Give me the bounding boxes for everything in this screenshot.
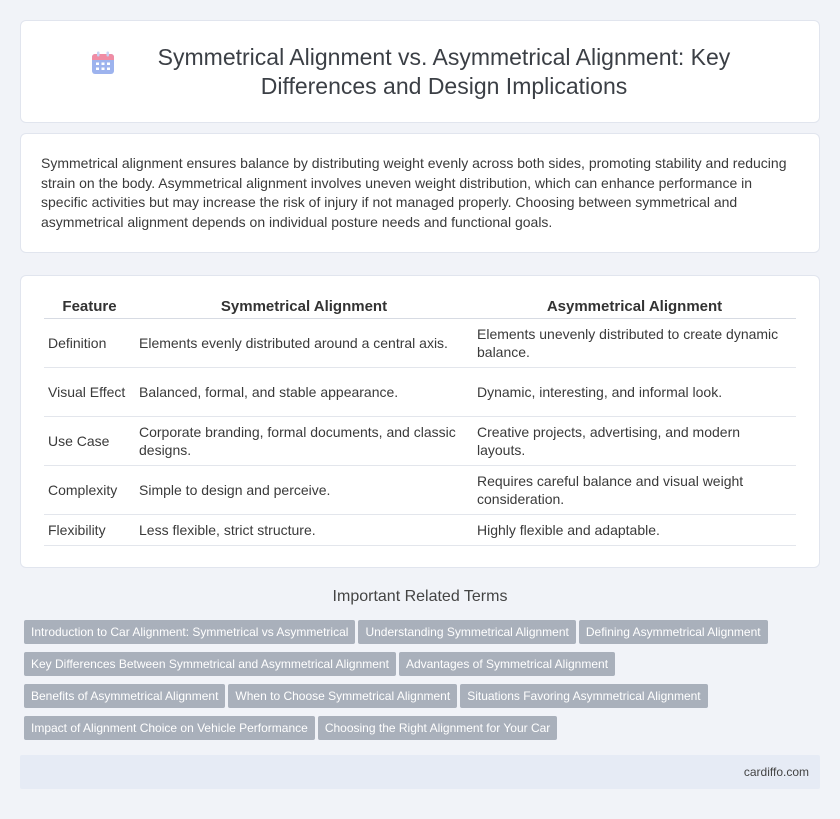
table-cell-asymmetrical: Requires careful balance and visual weight consideration. <box>473 466 796 515</box>
related-term-tag[interactable]: Introduction to Car Alignment: Symmetrical vs Asymmetrical <box>24 620 355 644</box>
related-term-tag[interactable]: Choosing the Right Alignment for Your Car <box>318 716 557 740</box>
related-term-tag[interactable]: Understanding Symmetrical Alignment <box>358 620 575 644</box>
table-row <box>44 466 796 515</box>
page-title: Symmetrical Alignment vs. Asymmetrical Alignment: Key Differences and Design Implications <box>157 43 731 99</box>
table-row <box>44 417 796 466</box>
comparison-table <box>44 293 796 546</box>
table-cell-feature: Use Case <box>44 417 135 466</box>
related-terms-list <box>24 620 824 748</box>
table-cell-symmetrical: Balanced, formal, and stable appearance. <box>135 368 473 417</box>
table-cell-feature: Flexibility <box>44 515 135 546</box>
table-cell-feature: Complexity <box>44 466 135 515</box>
table-row <box>44 319 796 368</box>
related-term-tag[interactable]: Situations Favoring Asymmetrical Alignment <box>460 684 707 708</box>
column-header-symmetrical: Symmetrical Alignment <box>135 293 473 319</box>
table-cell-symmetrical: Less flexible, strict structure. <box>135 515 473 546</box>
table-cell-symmetrical: Simple to design and perceive. <box>135 466 473 515</box>
summary-text: Symmetrical alignment ensures balance by distributing weight evenly across both sides, promoting stability and reducing strain on the body. Asymmetrical alignment involves uneven weight distribution, which can enhance performance in specific activities but may increase the risk of injury if not managed properly. Choosing between symmetrical and asymmetrical alignment depends on individual posture needs and functional goals. <box>41 155 787 230</box>
summary-card <box>20 133 820 253</box>
table-row <box>44 515 796 546</box>
related-term-tag[interactable]: Benefits of Asymmetrical Alignment <box>24 684 225 708</box>
title-card <box>20 20 820 123</box>
table-cell-asymmetrical: Highly flexible and adaptable. <box>473 515 796 546</box>
footer-site-link[interactable]: cardiffo.com <box>743 765 809 779</box>
related-term-tag[interactable]: Defining Asymmetrical Alignment <box>579 620 768 644</box>
related-terms-heading: Important Related Terms <box>332 588 508 605</box>
table-cell-feature: Visual Effect <box>44 368 135 417</box>
table-cell-symmetrical: Elements evenly distributed around a central axis. <box>135 319 473 368</box>
column-header-feature: Feature <box>44 293 135 319</box>
related-term-tag[interactable]: Impact of Alignment Choice on Vehicle Performance <box>24 716 315 740</box>
related-term-tag[interactable]: Key Differences Between Symmetrical and Asymmetrical Alignment <box>24 652 396 676</box>
footer <box>20 755 820 789</box>
table-header-row <box>44 293 796 319</box>
table-cell-asymmetrical: Creative projects, advertising, and modern layouts. <box>473 417 796 466</box>
table-cell-asymmetrical: Dynamic, interesting, and informal look. <box>473 368 796 417</box>
table-cell-symmetrical: Corporate branding, formal documents, and classic designs. <box>135 417 473 466</box>
table-cell-asymmetrical: Elements unevenly distributed to create dynamic balance. <box>473 319 796 368</box>
related-term-tag[interactable]: Advantages of Symmetrical Alignment <box>399 652 615 676</box>
calendar-icon <box>90 50 116 76</box>
table-cell-feature: Definition <box>44 319 135 368</box>
column-header-asymmetrical: Asymmetrical Alignment <box>473 293 796 319</box>
related-term-tag[interactable]: When to Choose Symmetrical Alignment <box>228 684 457 708</box>
table-row <box>44 368 796 417</box>
comparison-table-card <box>20 275 820 568</box>
